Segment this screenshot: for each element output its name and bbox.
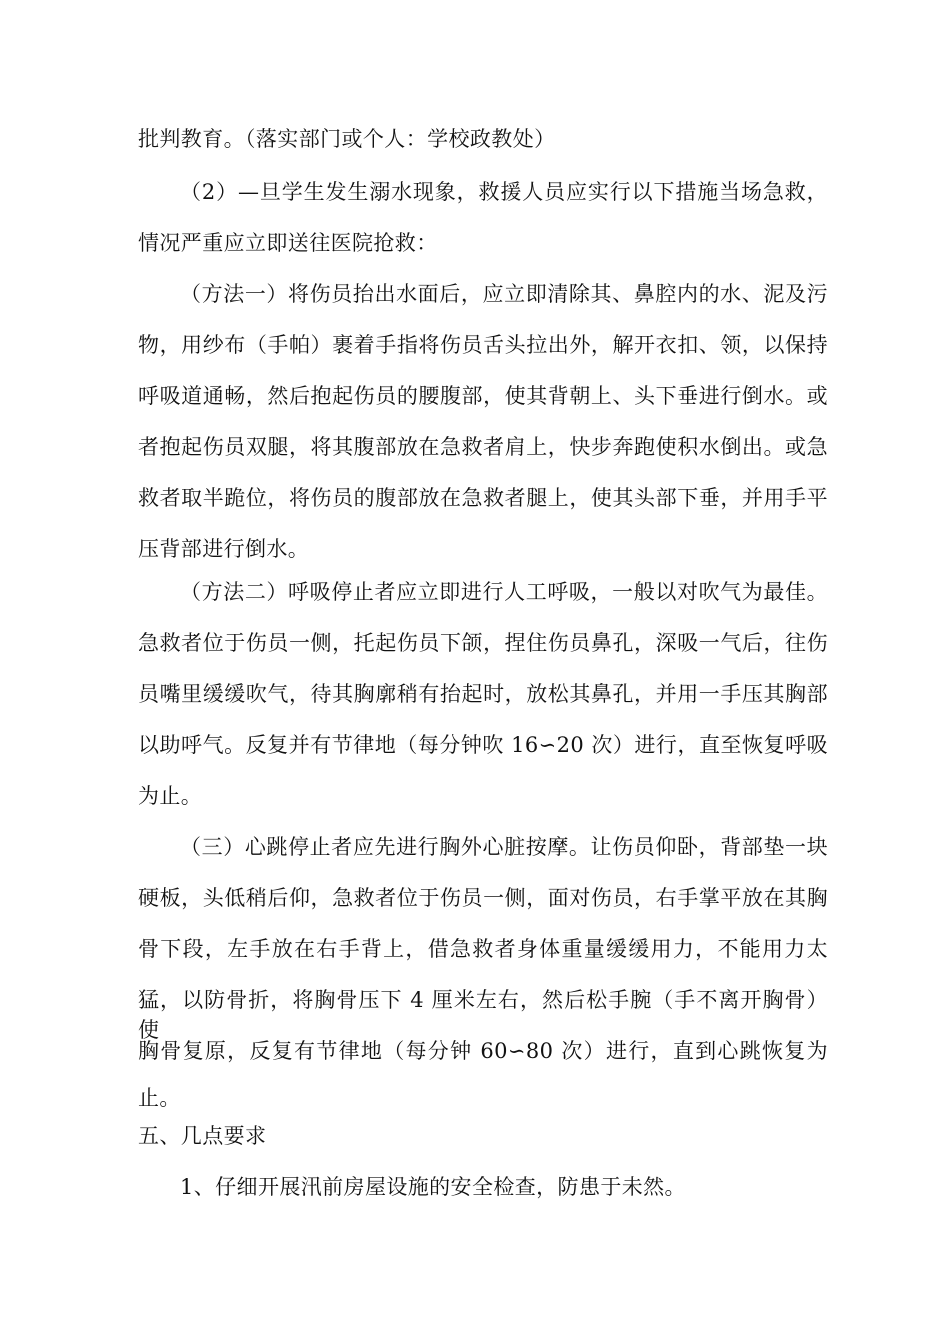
text-line: 1、仔细开展汛前房屋设施的安全检查，防患于未然。: [180, 1175, 686, 1199]
text-line: 者抱起伤员双腿，将其腹部放在急救者肩上，快步奔跑使积水倒出。或急: [138, 435, 828, 459]
section-heading: 五、几点要求: [138, 1124, 267, 1148]
text-line: 止。: [138, 1086, 181, 1110]
text-line: 急救者位于伤员一侧，托起伤员下颌，捏住伤员鼻孔，深吸一气后，往伤: [138, 631, 828, 655]
text-line: 物，用纱布（手帕）裹着手指将伤员舌头拉出外，解开衣扣、领，以保持: [138, 333, 828, 357]
text-line: （三）心跳停止者应先进行胸外心脏按摩。让伤员仰卧，背部垫一块: [180, 835, 828, 859]
text-line: 批判教育。（落实部门或个人：学校政教处）: [138, 127, 556, 151]
text-line: 情况严重应立即送往医院抢救：: [138, 231, 438, 255]
text-line: 以助呼气。反复并有节律地（每分钟吹 16∽20 次）进行，直至恢复呼吸: [138, 733, 828, 757]
text-line: （方法二）呼吸停止者应立即进行人工呼吸，一般以对吹气为最佳。: [180, 580, 828, 604]
text-line: （方法一）将伤员抬出水面后，应立即清除其、鼻腔内的水、泥及污: [180, 282, 828, 306]
text-line: 骨下段，左手放在右手背上，借急救者身体重量缓缓用力，不能用力太: [138, 937, 828, 961]
text-line: 胸骨复原，反复有节律地（每分钟 60∽80 次）进行，直到心跳恢复为: [138, 1039, 828, 1063]
text-line: 压背部进行倒水。: [138, 537, 310, 561]
text-line: 猛，以防骨折，将胸骨压下 4 厘米左右，然后松手腕（手不离开胸骨）使: [138, 988, 828, 1042]
text-line: 呼吸道通畅，然后抱起伤员的腰腹部，使其背朝上、头下垂进行倒水。或: [138, 384, 828, 408]
text-line: 员嘴里缓缓吹气，待其胸廓稍有抬起时，放松其鼻孔，并用一手压其胸部: [138, 682, 828, 706]
text-line: 为止。: [138, 784, 203, 808]
text-line: （2）—旦学生发生溺水现象，救援人员应实行以下措施当场急救，: [180, 180, 828, 204]
text-line: 救者取半跪位，将伤员的腹部放在急救者腿上，使其头部下垂，并用手平: [138, 486, 828, 510]
text-line: 硬板，头低稍后仰，急救者位于伤员一侧，面对伤员，右手掌平放在其胸: [138, 886, 828, 910]
